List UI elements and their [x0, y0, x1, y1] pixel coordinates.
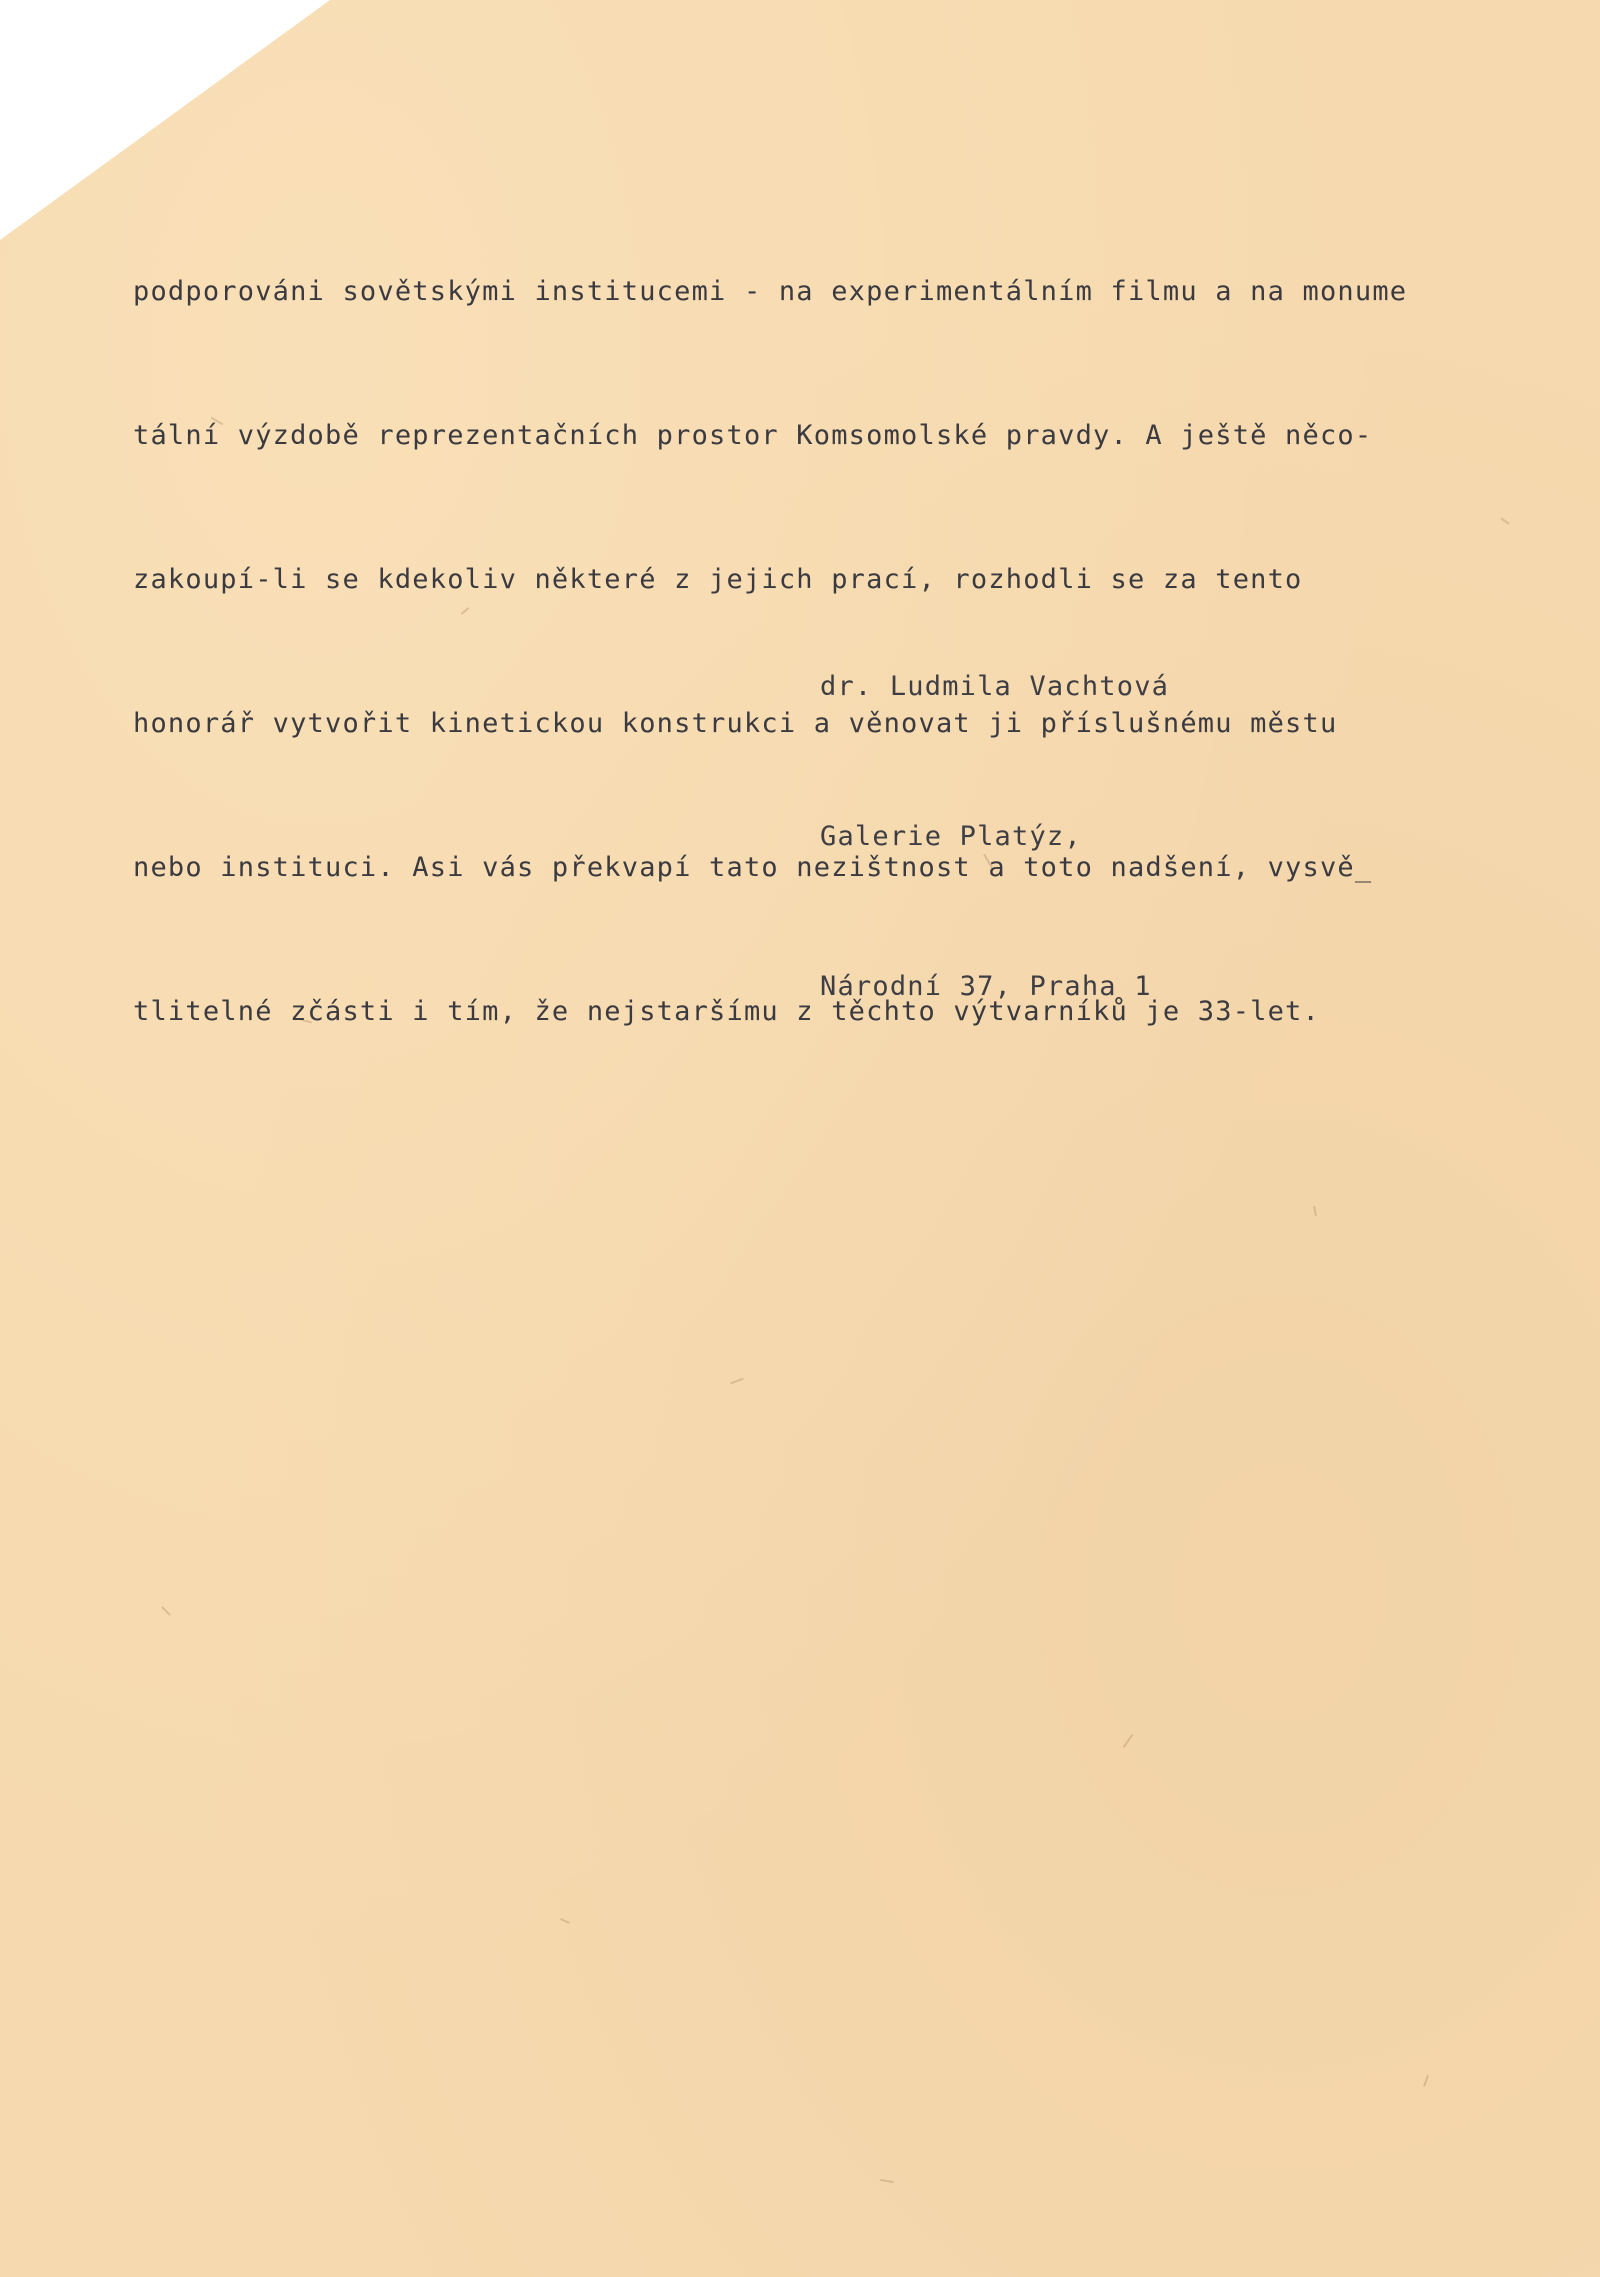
paper-fiber [161, 1606, 171, 1616]
body-line: tální výzdobě reprezentačních prostor Komsomolské pravdy. A ještě něco- [133, 420, 1373, 451]
paper-fiber [1123, 1734, 1134, 1748]
body-line: podporováni sovětskými institucemi - na experimentálním filmu a na monume [133, 276, 1408, 307]
body-line: honorář vytvořit kinetickou konstrukci a věnovat ji příslušnému městu [133, 708, 1338, 739]
signature-block [820, 562, 1169, 1112]
paper-fiber [560, 1918, 570, 1924]
paper-fiber [880, 2179, 894, 2183]
body-line: zakoupí-li se kdekoliv některé z jejich prací, rozhodli se za tento [133, 564, 1303, 595]
signature-name: dr. Ludmila Vachtová [820, 671, 1170, 702]
body-line: nebo instituci. Asi vás překvapí tato nezištnost a toto nadšení, vysvě_ [133, 852, 1373, 883]
signature-address: Národní 37, Praha 1 [820, 971, 1152, 1002]
paper-fiber [1313, 1206, 1317, 1216]
paper-fiber [1423, 2075, 1429, 2087]
signature-gallery: Galerie Platýz, [820, 821, 1082, 852]
paper-fiber [730, 1378, 744, 1385]
body-line: tlitelné zčásti i tím, že nejstaršímu z těchto výtvarníků je 33-let. [133, 996, 1320, 1027]
